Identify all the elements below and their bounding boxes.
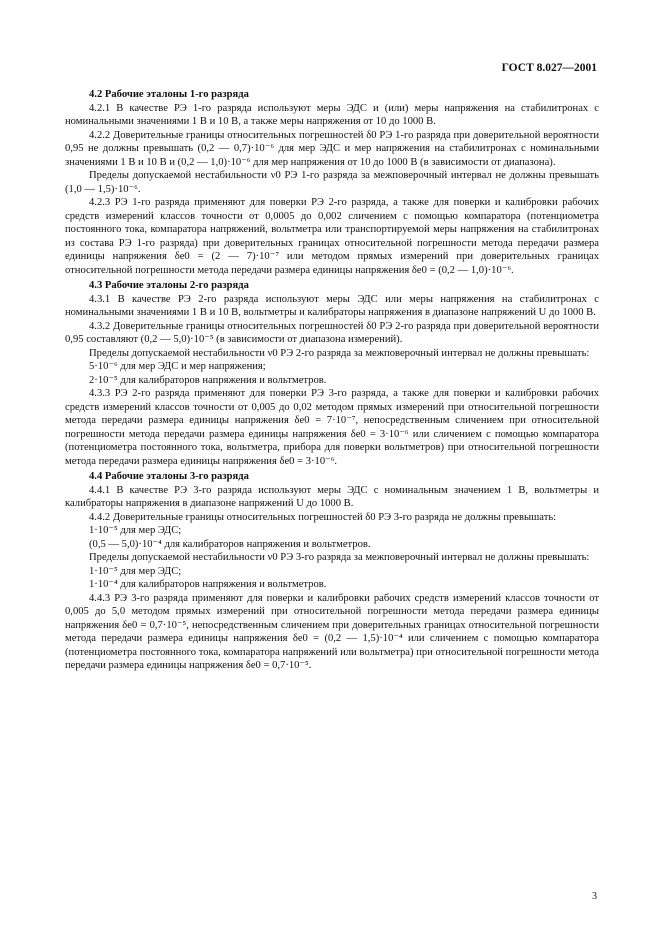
list-item: 1·10⁻⁵ для мер ЭДС; xyxy=(89,565,182,577)
paragraph: 4.2.2 Доверительные границы относительных погрешностей δ0 РЭ 1-го разряда при доверительной вероятности 0,95 не должны превышать (0,2 — 0,7)·10⁻⁶ для мер ЭДС и мер напряжения на стабилитронах с номинальными значениями 1 В и 10 В и (0,2 — 1,0)·10⁻⁶ для мер напряжения от 10 до 1000 В (в зависимости от диапазона). xyxy=(65,129,599,168)
list-item: 2·10⁻⁵ для калибраторов напряжения и вольтметров. xyxy=(89,374,327,386)
document-body xyxy=(65,86,599,673)
paragraph: 4.2.3 РЭ 1-го разряда применяют для поверки РЭ 2-го разряда, а также для поверки и калибровки рабочих средств измерений классов точности от 0,0005 до 0,002 сличением с помощью компаратора (потенциометра постоянного тока, компаратора напряжений, вольтметра или транспортируемой меры напряжения на стабилитронах из состава РЭ 1-го разряда) при доверительных границах относительной погрешности метода передачи размера единицы напряжения δе0 = (2 — 7)·10⁻⁷ или методом прямых измерений при доверительных границах относительной погрешности метода передачи размера единицы напряжения δе0 = (0,2 — 1,0)·10⁻⁶. xyxy=(65,197,599,276)
paragraph: 4.4.3 РЭ 3-го разряда применяют для поверки и калибровки рабочих средств измерений классов точности от 0,005 до 5,0 методом прямых измерений при относительной погрешности метода передачи размера единицы напряжения δе0 = 0,7·10⁻⁵, непосредственным сличением при доверительных границах относительной погрешности метода передачи размера единицы напряжения δе0 = (0,2 — 1,5)·10⁻⁴ или сличением с помощью компаратора (потенциометра постоянного тока, компаратора напряжений или вольтметра) при относительной погрешности метода передачи размера единицы напряжения δе0 = 0,7·10⁻⁵. xyxy=(65,592,599,671)
list-item: (0,5 — 5,0)·10⁻⁴ для калибраторов напряжения и вольтметров. xyxy=(89,538,371,550)
section-heading-4-4: 4.4 Рабочие эталоны 3-го разряда xyxy=(89,471,249,482)
paragraph: 4.4.1 В качестве РЭ 3-го разряда используют меры ЭДС с номинальным значением 1 В, вольтметры и калибраторы напряжения в диапазоне напряжений U до 1000 В. xyxy=(65,484,599,509)
paragraph: Пределы допускаемой нестабильности ν0 РЭ 3-го разряда за межповерочный интервал не должны превышать: xyxy=(89,552,590,563)
section-heading-4-2: 4.2 Рабочие эталоны 1-го разряда xyxy=(89,89,249,100)
section-heading-4-3: 4.3 Рабочие эталоны 2-го разряда xyxy=(89,280,249,291)
paragraph: Пределы допускаемой нестабильности ν0 РЭ 1-го разряда за межповерочный интервал не должны превышать (1,0 — 1,5)·10⁻⁶. xyxy=(65,170,599,195)
paragraph: 4.2.1 В качестве РЭ 1-го разряда используют меры ЭДС и (или) меры напряжения на стабилитронах с номинальными значениями 1 В и 10 В, а также меры напряжения от 10 до 1000 В. xyxy=(65,102,599,127)
list-item: 1·10⁻⁵ для мер ЭДС; xyxy=(89,525,182,536)
paragraph: Пределы допускаемой нестабильности ν0 РЭ 2-го разряда за межповерочный интервал не должны превышать: xyxy=(89,347,590,359)
paragraph: 4.3.3 РЭ 2-го разряда применяют для поверки РЭ 3-го разряда, а также для поверки и калибровки рабочих средств измерений классов точности от 0,005 до 0,02 методом прямых измерений при относительной погрешности метода передачи размера единицы напряжения δе0 = 7·10⁻⁷, непосредственным сличением при относительной погрешности метода передачи размера единицы напряжения δе0 = 3·10⁻⁶ или сличением с помощью компаратора (потенциометра постоянного тока, вольтметра, прибора для поверки вольтметров) при относительной погрешности метода передачи размера единицы напряжения δе0 = 3·10⁻⁶. xyxy=(65,388,599,467)
standard-header: ГОСТ 8.027—2001 xyxy=(501,62,597,74)
paragraph: 4.3.1 В качестве РЭ 2-го разряда используют меры ЭДС или меры напряжения на стабилитронах с номинальными значениями 1 В и 10 В, вольтметры и калибраторы напряжения в диапазоне напряжений U до 1000 В. xyxy=(65,293,599,318)
page-number: 3 xyxy=(592,891,597,902)
paragraph: 4.4.2 Доверительные границы относительных погрешностей δ0 РЭ 3-го разряда не должны превышать: xyxy=(89,511,557,523)
paragraph: 4.3.2 Доверительные границы относительных погрешностей δ0 РЭ 2-го разряда при доверительной вероятности 0,95 составляют (0,2 — 5,0)·10⁻⁵ (в зависимости от диапазона измерений). xyxy=(65,320,599,345)
list-item: 1·10⁻⁴ для калибраторов напряжения и вольтметров. xyxy=(89,579,327,590)
list-item: 5·10⁻⁶ для мер ЭДС и мер напряжения; xyxy=(89,361,266,372)
